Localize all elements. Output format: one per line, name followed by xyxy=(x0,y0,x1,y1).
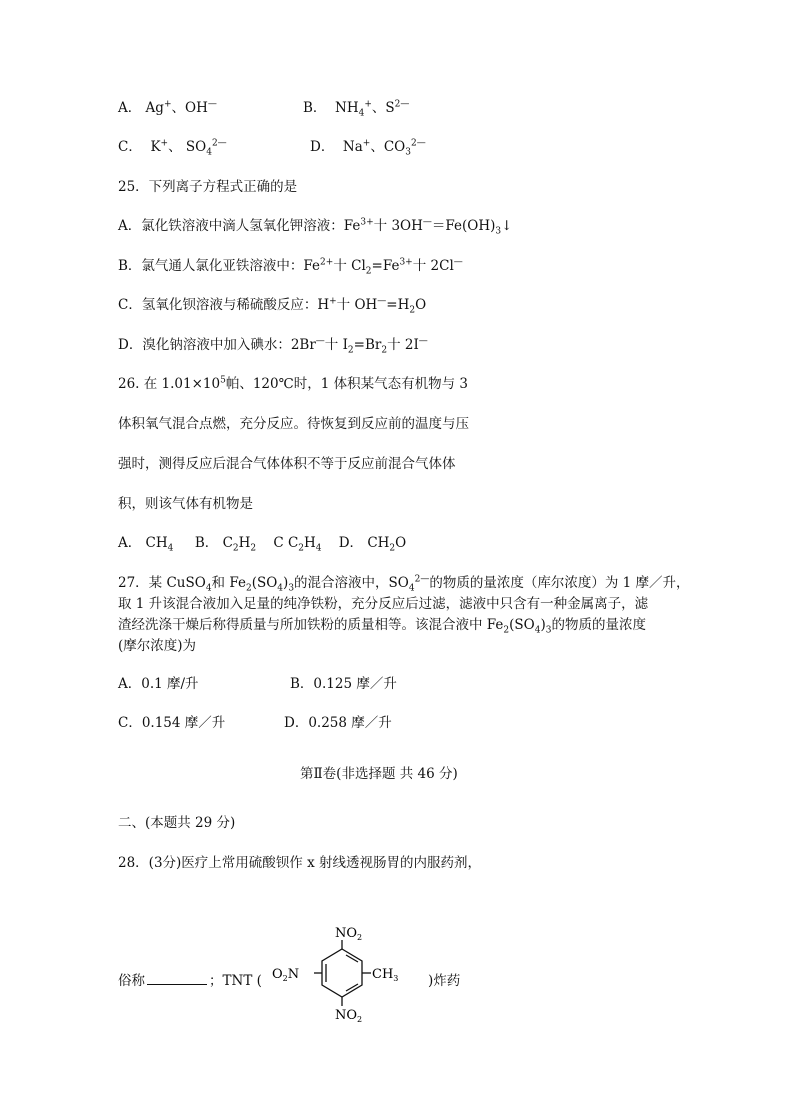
q24-option-c: C． K+、 $SO_4^{2—}$ xyxy=(118,138,227,158)
q24-option-b: B． $NH_4^+$、$S^{2—}$ xyxy=(303,99,410,119)
section-2-title: 第Ⅱ卷(非选择题 共 46 分) xyxy=(300,766,458,782)
nitro-group-left: $O_2N$ xyxy=(272,967,300,983)
q26-option-d: D． $CH_2O$ xyxy=(338,535,407,554)
benzene-ring xyxy=(314,940,371,1006)
q27-line-2: 取 1 升该混合液加入足量的纯净铁粉，充分反应后过滤，滤液中只含有一种金属离子，滤 xyxy=(118,596,649,612)
q26-option-c: C $C_2H_4$ xyxy=(273,535,322,554)
q27-line-3: 渣经洗涤干燥后称得质量与所加铁粉的质量相等。该混合液中 $Fe_2(SO_4)_3$的物质的量浓度 xyxy=(118,617,646,636)
q26-line-1: 26. 在 $1.01\times 10^5$帕、120℃时，1 体积某气态有机物与 3 xyxy=(118,375,468,392)
q26-line-3: 强时，测得反应后混合气体体积不等于反应前混合气体体 xyxy=(118,456,456,472)
q25-option-a: A．氯化铁溶液中滴人氢氧化钾溶液：$Fe^{3+}$十 $3OH^—=Fe(OH)_3↓$ xyxy=(118,217,513,237)
q26-options xyxy=(118,533,406,553)
q27-line-1: 27．某 CuSO$_4$和 $Fe_2(SO_4)_3$的混合溶液中，$SO_4^{2—}$的物质的量浓度（库尔浓度）为 1 摩／升， xyxy=(118,574,690,594)
q28-stem: 28．(3分)医疗上常用硫酸钡作 x 射线透视肠胃的内服药剂， xyxy=(118,855,481,871)
nitro-group-top: $NO_2$ xyxy=(335,926,363,942)
methyl-group: $CH_3$ xyxy=(372,967,399,983)
q26-line-4: 积，则该气体有机物是 xyxy=(118,496,253,512)
q28-line-2: 俗称 ；TNT ( xyxy=(118,973,262,989)
q27-option-d: D．0.258 摩／升 xyxy=(284,715,392,731)
q27-option-c: C．0.154 摩／升 xyxy=(118,715,226,731)
q26-option-a: A． $CH_4$ xyxy=(118,535,174,554)
q24-option-d: D． Na+、$CO_3^{2—}$ xyxy=(310,138,426,158)
q25-option-b: B．氯气通人氯化亚铁溶液中：$Fe^{2+}$十 $Cl_2=Fe^{3+}$十 2Cl— xyxy=(118,257,463,277)
q27-line-4: (摩尔浓度)为 xyxy=(118,638,197,654)
q26-line-2: 体积氧气混合点燃，充分反应。待恢复到反应前的温度与压 xyxy=(118,416,469,432)
q26-option-b: B． $C_2H_2$ xyxy=(194,535,257,554)
tnt-structure-diagram xyxy=(268,922,428,1022)
q25-option-d: D．溴化钠溶液中加入碘水：2Br—十 $I_2=Br_2$十 2I— xyxy=(118,336,428,356)
q27-option-b: B．0.125 摩／升 xyxy=(290,676,397,692)
q28-line-2-end: )炸药 xyxy=(428,973,461,989)
q25-option-c: C．氢氧化钡溶液与稀硫酸反应：H+十 $OH^—=H_2O$ xyxy=(118,296,427,316)
answer-blank[interactable] xyxy=(147,972,207,985)
part-2-heading: 二、(本题共 29 分) xyxy=(118,815,236,831)
nitro-group-bottom: $NO_2$ xyxy=(335,1008,363,1022)
q25-stem: 25．下列离子方程式正确的是 xyxy=(118,179,298,195)
q24-option-a: A． Ag+、OH— xyxy=(118,99,217,116)
q27-option-a: A．0.1 摩/升 xyxy=(118,676,199,692)
